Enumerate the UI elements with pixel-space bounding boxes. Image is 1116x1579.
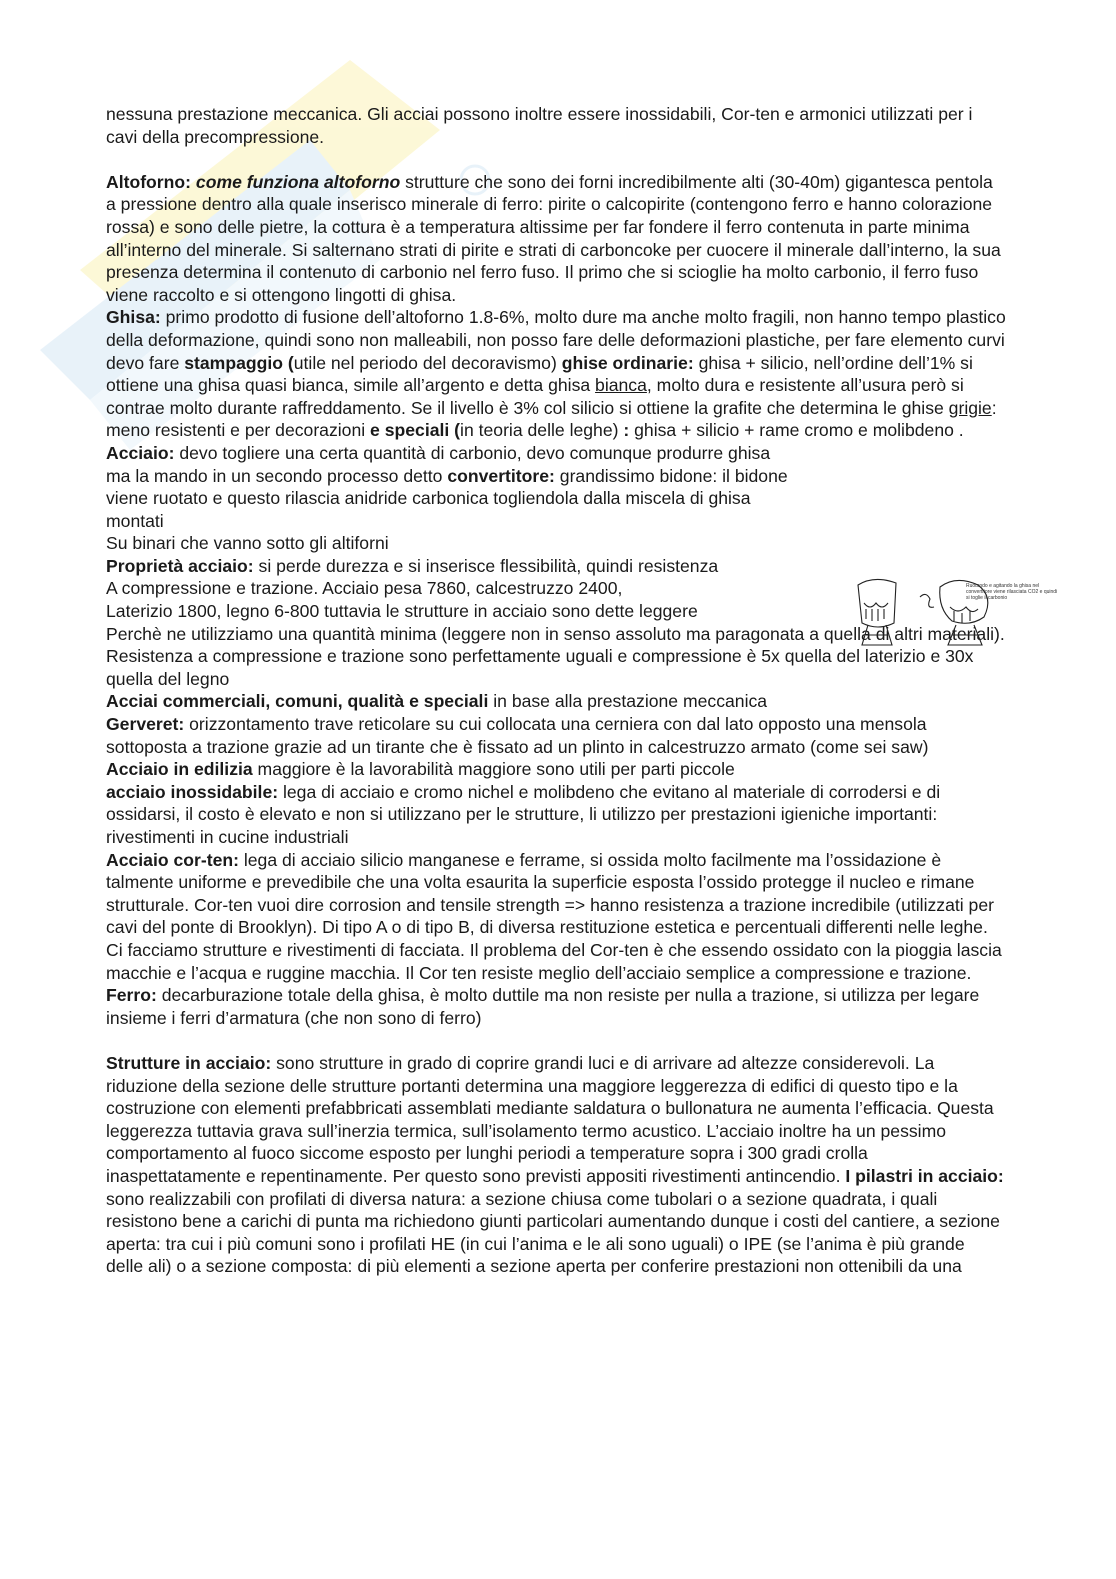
bold-term: stampaggio ( [184,352,294,373]
spacer [106,148,1006,171]
bold-term: Proprietà acciaio: [106,555,254,576]
underlined-term: grigie [948,397,992,418]
document-body [106,103,1006,1278]
paragraph-gerveret [106,713,1006,758]
bold-term: : [623,420,630,441]
bold-term: acciaio inossidabile: [106,781,279,802]
bold-term: Ghisa: [106,307,161,328]
text-run: in base alla prestazione meccanica [488,691,768,712]
paragraph-acciaio [106,442,1006,532]
sketch-note: Ruotando e agitando la ghisa nel convertitore viene rilasciata CO2 e quindi si toglie il carbonio [966,583,1058,601]
text-run: ghisa + silicio + rame cromo e molibdeno . [629,420,964,441]
bold-term: ghise ordinarie: [561,352,694,373]
text-run: sono strutture in grado di coprire grandi luci e di arrivare ad altezze considerevoli. La riduzione della sezione delle strutture portanti determina una maggiore leggerezza di edifici di questo tipo e la costruzione con elementi prefabbricati assemblati mediante saldatura o bullonatura ne aumenta l’efficacia. Questa leggerezza tuttavia grava sull’inerzia termica, sull’isolamento termo acustico. L’acciaio inoltre ha un pessimo comportamento al fuoco siccome esposto per lunghi periodi a temperature sopra i 300 gradi crolla inaspettatamente e repentinamente. Per questo sono previsti appositi rivestimenti antincendio. [106,1052,994,1186]
paragraph-acciai-commerciali [106,690,1006,713]
bold-term: come funziona altoforno [195,171,401,192]
bold-term: convertitore: [447,465,555,486]
paragraph-inossidabile [106,781,1006,849]
bold-term: Acciai commerciali, comuni, qualità e speciali [106,691,489,712]
bold-term: Acciaio: [106,442,175,463]
text-run: ghisa + silicio, nell’ordine dell’1% si ottiene una ghisa quasi bianca, simile all’argento e detta ghisa [106,352,973,396]
spacer [106,1029,1006,1052]
text-run: strutture che sono dei forni incredibilmente alti (30-40m) gigantesca pentola a pressione dentro alla quale inserisco minerale di ferro: pirite o calcopirite (contengono ferro e hanno colorazione rossa) e sono delle pietre, la cottura è a temperatura altissime per far fondere il ferro contenuta in parte minima all’interno del minerale. Si salternano strati di pirite e strati di carboncoke per cuocere il minerale dall’interno, la sua presenza determina il contenuto di carbonio nel ferro fuso. Il primo che si scioglie ha molto carbonio, il ferro fuso viene raccolto e si ottengono lingotti di ghisa. [106,171,1001,305]
bold-term: Altoforno: [106,171,196,192]
text-run: grandissimo bidone: il bidone viene ruotato e questo rilascia anidride carbonica togliendola dalla miscela di ghisa montati [106,465,788,531]
text-run: orizzontamento trave reticolare su cui collocata una cerniera con dal lato opposto una mensola sottoposta a trazione grazie ad un tirante che è fissato ad un plinto in calcestruzzo armato (come sei saw) [106,714,929,757]
bold-term: I pilastri in acciaio: [845,1165,1004,1186]
text-run: : meno resistenti e per decorazioni [106,397,997,441]
underlined-term: bianca [595,375,647,396]
text-run: nessuna prestazione meccanica. Gli acciai possono inoltre essere inossidabili, Cor-ten e armonici utilizzati per i cavi della precompressione. [106,104,973,147]
text-run: lega di acciaio e cromo nichel e molibdeno che evitano al materiale di corrodersi e di ossidarsi, il costo è elevato e non si utilizzano per le strutture, li utilizzo per prestazioni igieniche importanti: rivestimenti in cucine industriali [106,781,941,847]
paragraph-strutture-acciaio [106,1052,1006,1278]
text-run: devo togliere una certa quantità di carbonio, devo comunque produrre ghisa ma la mando in un secondo processo detto [106,442,771,486]
paragraph-intro [106,103,1006,148]
text-run: lega di acciaio silicio manganese e ferrame, si ossida molto facilmente ma l’ossidazione è talmente uniforme e prevedibile che una volta esaurita la superficie esposta l’ossido protegge il nucleo e rimane strutturale. Cor-ten vuoi dire corrosion and tensile strength => hanno resistenza a trazione incredibile (utilizzati per cavi del ponte di Brooklyn). Di tipo A o di tipo B, di diversa restituzione estetica e percentuali differenti nelle leghe. Ci facciamo strutture e rivestimenti di facciata. Il problema del Cor-ten è che essendo ossidato con la pioggia lascia macchie e l’acqua e ruggine macchia. Il Cor ten resiste meglio dell’acciaio semplice a compressione e trazione. [106,849,1002,983]
bold-term: Gerveret: [106,714,185,735]
bold-term: Ferro: [106,985,157,1006]
text-run: Su binari che vanno sotto gli altiforni [106,533,389,554]
paragraph-binari [106,532,1006,555]
text-run: sono realizzabili con profilati di diversa natura: a sezione chiusa come tubolari o a sezione quadrata, i quali resistono bene a carichi di punta ma richiedono giunti particolari aumentando dunque i costi del cantiere, a sezione aperta: tra cui i più comuni sono i profilati HE (in cui l’anima e le ali sono uguali) o IPE (se l’anima è più grande delle ali) o a sezione composta: di più elementi a sezione aperta per conferire prestazioni non ottenibili da una [106,1188,1000,1277]
paragraph-acciaio-edilizia [106,758,1006,781]
paragraph-ferro [106,984,1006,1029]
text-run: Perchè ne utilizziamo una quantità minima (leggere non in senso assoluto ma paragonata a quella di altri materiali). Resistenza a compressione e trazione sono perfettamente uguali e compressione è 5x quella del laterizio e 30x quella del legno [106,623,1005,689]
bold-term: Strutture in acciaio: [106,1052,272,1073]
text-run: , molto dura e resistente all’usura però si contrae molto durante raffreddamento. Se il livello è 3% col silicio si ottiene la grafite che determina le ghise [106,375,964,418]
paragraph-corten [106,849,1006,985]
text-run: si perde durezza e si inserisce flessibilità, quindi resistenza [253,555,719,576]
text-run: A compressione e trazione. Acciaio pesa 7860, calcestruzzo 2400, [106,578,623,599]
text-run: decarburazione totale della ghisa, è molto duttile ma non resiste per nulla a trazione, si utilizza per legare insieme i ferri d’armatura (che non sono di ferro) [106,985,980,1028]
paragraph-altoforno [106,171,1006,307]
text-run: maggiore è la lavorabilità maggiore sono utili per parti piccole [252,759,735,780]
bold-term: e speciali ( [370,420,461,441]
bold-term: Acciaio cor-ten: [106,849,239,870]
text-run: in teoria delle leghe) [460,420,624,441]
text-run: utile nel periodo del decoravismo) [293,352,562,373]
paragraph-ghisa [106,306,1006,442]
text-run: primo prodotto di fusione dell’altoforno 1.8-6%, molto dure ma anche molto fragili, non hanno tempo plastico della deformazione, quindi sono non malleabili, non posso fare delle deformazioni plastiche, per fare elemento curvi devo fare [106,307,1006,373]
bold-term: Acciaio in edilizia [106,759,253,780]
text-run: Laterizio 1800, legno 6-800 tuttavia le strutture in acciaio sono dette leggere [106,601,698,622]
